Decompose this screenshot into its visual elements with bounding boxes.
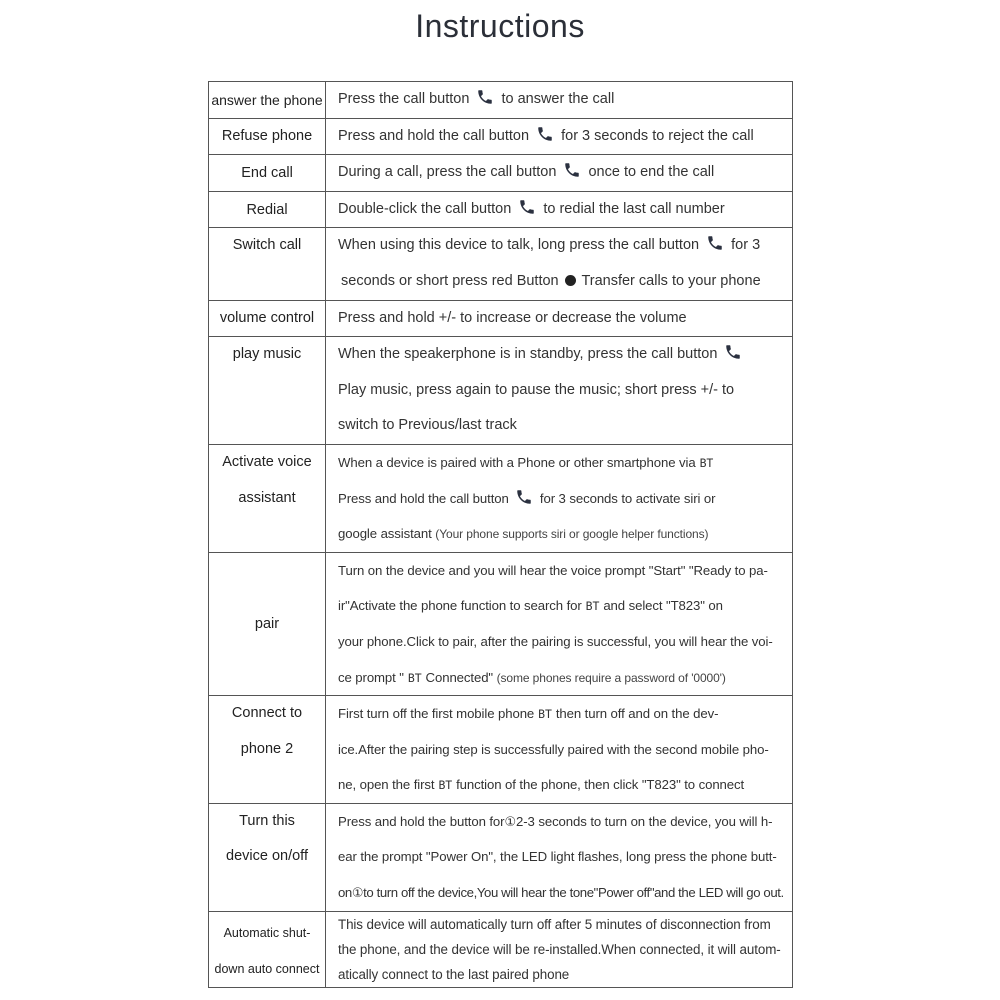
table-row xyxy=(209,155,793,192)
instructions-table xyxy=(208,81,793,988)
table-row xyxy=(209,82,793,119)
row-label: Activate voice assistant xyxy=(209,444,326,552)
table-row xyxy=(209,228,793,300)
row-label: Switch call xyxy=(209,228,326,300)
row-description: This device will automatically turn off after 5 minutes of disconnection from the phone, and the device will be re-installed.When connected, it will autom- atically connect to the last paired phone xyxy=(326,911,793,987)
table-row xyxy=(209,803,793,911)
row-label: volume control xyxy=(209,300,326,337)
row-label: pair xyxy=(209,552,326,695)
row-label: Connect to phone 2 xyxy=(209,696,326,804)
phone-icon xyxy=(475,88,495,106)
red-button-dot-icon xyxy=(565,275,576,286)
table-row xyxy=(209,911,793,987)
table-row xyxy=(209,191,793,228)
phone-icon xyxy=(517,198,537,216)
row-description: Press and hold the call button for 3 seconds to reject the call xyxy=(326,118,793,155)
phone-icon xyxy=(514,488,534,506)
table-row xyxy=(209,696,793,804)
row-label: Turn this device on/off xyxy=(209,803,326,911)
row-description: When using this device to talk, long press the call button for 3 seconds or short press red Button Transfer calls to your phone xyxy=(326,228,793,300)
row-label: answer the phone xyxy=(209,82,326,119)
phone-icon xyxy=(723,343,743,361)
circled-one-icon: ① xyxy=(504,813,517,829)
row-description: Press the call button to answer the call xyxy=(326,82,793,119)
table-row xyxy=(209,337,793,445)
row-label: play music xyxy=(209,337,326,445)
table-row xyxy=(209,118,793,155)
table-row xyxy=(209,444,793,552)
phone-icon xyxy=(705,234,725,252)
table-row xyxy=(209,552,793,695)
row-description: Turn on the device and you will hear the voice prompt "Start" "Ready to pa- ir"Activate the phone function to search for BT and select "T823" on your phone.Click to pair, after the pairing is successful, you will hear the voi- ce prompt " BT Connected" (some phones require a password of '0000') xyxy=(326,552,793,695)
row-description: During a call, press the call button once to end the call xyxy=(326,155,793,192)
row-description: First turn off the first mobile phone BT then turn off and on the dev- ice.After the pairing step is successfully paired with the second mobile pho- ne, open the first BT function of the phone, then click "T823" to connect xyxy=(326,696,793,804)
row-description: Press and hold +/- to increase or decrease the volume xyxy=(326,300,793,337)
page-title: Instructions xyxy=(415,8,585,44)
row-description: When a device is paired with a Phone or other smartphone via BT Press and hold the call button for 3 seconds to activate siri or google assistant (Your phone supports siri or google helper functions) xyxy=(326,444,793,552)
row-label: Redial xyxy=(209,191,326,228)
circled-one-icon: ① xyxy=(351,885,364,901)
row-description: Press and hold the button for①2-3 seconds to turn on the device, you will h- ear the prompt "Power On", the LED light flashes, long press the phone butt- on①to turn off the device,You will hear the tone"Power off"and the LED will go out. xyxy=(326,803,793,911)
phone-icon xyxy=(562,161,582,179)
phone-icon xyxy=(535,125,555,143)
table-row xyxy=(209,300,793,337)
row-description: Double-click the call button to redial the last call number xyxy=(326,191,793,228)
row-label: Automatic shut- down auto connect xyxy=(209,911,326,987)
row-label: End call xyxy=(209,155,326,192)
row-label: Refuse phone xyxy=(209,118,326,155)
row-description: When the speakerphone is in standby, press the call button Play music, press again to pause the music; short press +/- to switch to Previous/last track xyxy=(326,337,793,445)
